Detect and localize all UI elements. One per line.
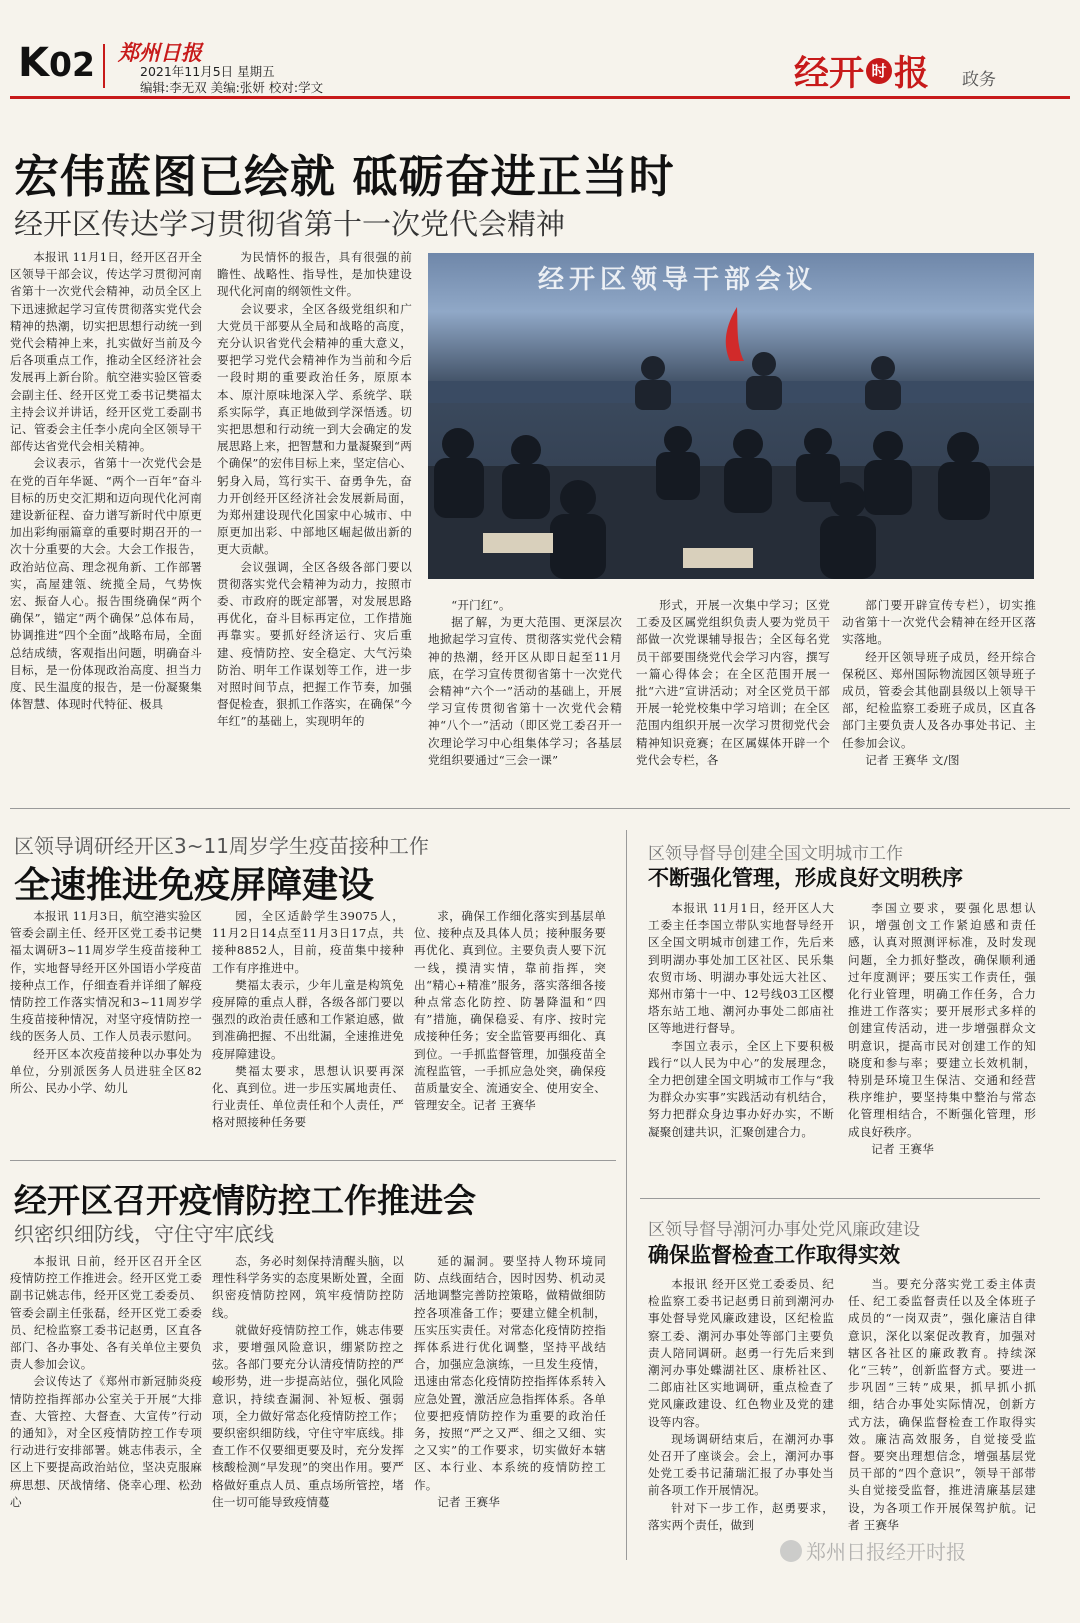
paragraph: 求，确保工作细化落实到基层单位、接种点及具体人员；接种服务要再优化、真到位。主要负责人要下沉一线，摸清实情，靠前指挥，突出“精心+精准”服务，落实落细各接种点常态化防控、防暑降温和“四有”措施，确保稳妥、有序、按时完成接种任务；安全监管要再细化、真到位。一手抓监督管理，加强疫苗全流程监管，一手抓应急处突，确保疫苗质量安全、流通安全、使用安全、管理安全。记者 王赛华 (414, 909, 606, 1113)
article5-col1 (648, 1276, 834, 1571)
column-rule (626, 830, 627, 1560)
paragraph: 本报讯 11月1日，经开区召开全区领导干部会议，传达学习贯彻河南省第十一次党代会精神，动员全区上下迅速掀起学习宣传贯彻落实党代会精神的热潮，切实把思想行动统一到党代会精神上来，扎实做好当前及今后各项重点工作，推动全区经济社会发展再上新台阶。航空港实验区管委会副主任、经开区党工委书记樊福太主持会议并讲话，经开区党工委副书记、管委会主任李小虎向全区领导干部传达省党代会相关精神。 (10, 250, 202, 454)
article3-headline: 不断强化管理，形成良好文明秩序 (648, 866, 963, 890)
article5-headline: 确保监督检查工作取得实效 (648, 1243, 900, 1267)
paragraph: “开门红”。 (451, 598, 511, 612)
article4-headline: 经开区召开疫情防控工作推进会 (14, 1181, 476, 1220)
meeting-photo-banner: 经开区领导干部会议 (538, 265, 818, 295)
paragraph: 现场调研结束后，在潮河办事处召开了座谈会。会上，潮河办事处党工委书记蒲瑞汇报了办事处当前各项工作开展情况。 (648, 1431, 834, 1498)
article3-col1 (648, 900, 834, 1180)
paragraph: 园，全区适龄学生39075人，11月2日14点至11月3日17点，共接种8852人，目前，疫苗集中接种工作有序推进中。 (212, 909, 404, 975)
paragraph: 形式，开展一次集中学习；区党工委及区属党组织负责人要为党员干部做一次党课辅导报告；全区每名党员干部要围绕党代会学习内容，撰写一篇心得体会；在全区范围开展一批“六进”宣讲活动；对全区党员干部开展一轮党校集中学习培训；在全区范围内组织开展一次学习贯彻党代会精神知识竞赛；在区属媒体开辟一个党代会专栏，各 (636, 598, 830, 767)
section-divider (10, 808, 1070, 809)
article3-kicker: 区领导督导创建全国文明城市工作 (648, 844, 903, 864)
section-tag: 政务 (962, 70, 996, 90)
paragraph: 为民情怀的报告，具有很强的前瞻性、战略性、指导性，是加快建设现代化河南的纲领性文件。 (217, 250, 412, 299)
article4-col2 (212, 1253, 404, 1571)
paragraph: 本报讯 经开区党工委委员、纪检监察工委书记赵勇日前到潮河办事处督导党风廉政建设，区纪检监察工委、潮河办事处等部门主要负责人陪同调研。赵勇一行先后来到潮河办事处蝶湖社区、康桥社区、二郎庙社区实地调研，重点检查了党风廉政建设、红色物业及党的建设等内容。 (648, 1277, 834, 1429)
article2-kicker: 区领导调研经开区3~11周岁学生疫苗接种工作 (14, 834, 429, 858)
paragraph: 针对下一步工作，赵勇要求，落实两个责任，做到 (648, 1500, 834, 1532)
paragraph: 本报讯 11月1日，经开区人大工委主任李国立带队实地督导经开区全国文明城市创建工作，先后来到明湖办事处加工区社区、民乐集农贸市场、明湖办事处远大社区、郑州市第十一中、12号线03工区樱塔东站工地、潮河办事处二郎庙社区等地进行督导。 (648, 901, 834, 1036)
page-code-number: 02 (49, 45, 95, 84)
article5-col2 (848, 1276, 1036, 1571)
paragraph: 樊福太要求，思想认识要再深化、真到位。进一步压实属地责任、行业责任、单位责任和个人责任，严格对照接种任务要 (212, 1063, 404, 1130)
article4-col1 (10, 1253, 202, 1571)
watermark-text: 郑州日报经开时报 (806, 1540, 966, 1564)
masthead (0, 0, 1080, 100)
article3-col2 (848, 900, 1036, 1180)
page-code-letter: K (18, 40, 49, 86)
article5-kicker: 区领导督导潮河办事处党风廉政建设 (648, 1220, 920, 1240)
editors-line: 编辑:李无双 美编:张妍 校对:学文 (140, 80, 324, 95)
paragraph: 本报讯 日前，经开区召开全区疫情防控工作推进会。经开区党工委副书记姚志伟，经开区党工委委员、管委会副主任张磊，经开区党工委委员、纪检监察工委书记赵勇，区直各部门、各办事处、各有关单位主要负责人参加会议。 (10, 1254, 202, 1372)
section-logo-badge: 时 (866, 58, 892, 84)
article2-col1 (10, 908, 202, 1142)
section-logo-text-b: 报 (894, 54, 930, 94)
page-code-divider (103, 44, 105, 88)
section-divider-lower (10, 1160, 616, 1161)
paragraph: 据了解，为更大范围、更深层次地掀起学习宣传、贯彻落实党代会精神的热潮，经开区从即日起至11月底，在学习宣传贯彻省第十一次党代会精神“六个一”活动的基础上，开展学习宣传贯彻省第十一次党代会精神“八个一”活动（即区党工委召开一次理论学习中心组集体学习；各基层党组织要通过“三会一课” (428, 615, 622, 767)
article2-headline: 全速推进免疫屏障建设 (14, 865, 375, 906)
section-logo-text-a: 经开 (794, 54, 865, 94)
article1-col1 (10, 249, 202, 790)
paragraph: 会议强调，全区各级各部门要以贯彻落实党代会精神为动力，按照市委、市政府的既定部署，对发展思路再优化，奋斗目标再定位，工作措施再靠实。要抓好经济运行、灾后重建、疫情防控、安全稳定、大气污染防治、明年工作谋划等工作，进一步对照时间节点，把握工作节奏，加强督促检查，狠抓工作落实，在确保“今年红”的基础上，实现明年的 (217, 559, 412, 729)
paragraph: 部门要开辟宣传专栏），切实推动省第十一次党代会精神在经开区落实落地。 (842, 598, 1036, 647)
paragraph: 会议传达了《郑州市新冠肺炎疫情防控指挥部办公室关于开展“大排查、大管控、大督查、大宣传”行动的通知》，对全区疫情防控工作专项行动进行安排部署。姚志伟表示，全区上下要提高政治站位，坚决克服麻痹思想、厌战情绪、侥幸心理、松劲心 (10, 1374, 202, 1509)
paragraph: 记者 王赛华 (437, 1494, 501, 1509)
paragraph: 态，务必时刻保持清醒头脑，以理性科学务实的态度果断处置，全面织密疫情防控网，筑牢疫情防控防线。 (212, 1254, 404, 1320)
meeting-audience (428, 348, 1034, 579)
section-divider-lower-right (640, 1198, 1040, 1199)
paragraph: 会议表示，省第十一次党代会是在党的百年华诞、“两个一百年”奋斗目标的历史交汇期和迈向现代化河南建设新征程、奋力谱写新时代中原更加出彩绚丽篇章的重要时期召开的一次十分重要的大会。大会工作报告，政治站位高、理念视角新、工作部署实，高屋建瓴、统揽全局，气势恢宏、振奋人心。报告围绕确保“两个确保”，锚定“两个确保”总体布局，协调推进“四个全面”战略布局，全面总结成绩，客观指出问题，明确奋斗目标，是一份体现政治高度、担当力度、民生温度的报告，是一份凝聚集体智慧、体现时代特征、极具 (10, 456, 202, 712)
article1-subheadline: 经开区传达学习贯彻省第十一次党代会精神 (14, 207, 566, 241)
watermark (780, 1536, 966, 1565)
page-code (18, 40, 95, 86)
article4-col3 (414, 1253, 606, 1571)
meeting-photo (428, 253, 1034, 579)
wechat-icon (780, 1540, 802, 1562)
article1-col4 (636, 597, 830, 790)
article1-col2 (217, 249, 412, 790)
paragraph: 李国立表示，全区上下要积极践行“以人民为中心”的发展理念，全力把创建全国文明城市工作与“我为群众办实事”实践活动有机结合，努力把群众身边事办好办实，不断凝聚创建共识，汇聚创建合力。 (648, 1038, 834, 1139)
newspaper-logo: 郑州日报 (118, 40, 202, 65)
paragraph: 会议要求，全区各级党组织和广大党员干部要从全局和战略的高度，充分认识省党代会精神的重大意义，要把学习党代会精神作为当前和今后一段时期的重要政治任务，原原本本、原汁原味地深入学、系统学、联系实际学，真正地做到学深悟透。切实把思想和行动统一到大会确定的发展思路上来，把智慧和力量凝聚到“两个确保”的宏伟目标上来，坚定信心、躬身入局，笃行实干、奋勇争先，奋力开创经开区经济社会发展新局面，为郑州建设现代化国家中心城市、中原更加出彩、中部地区崛起做出新的更大贡献。 (217, 301, 412, 557)
article2-col3 (414, 908, 606, 1142)
paragraph: 经开区领导班子成员，经开综合保税区、郑州国际物流园区领导班子成员，管委会其他副县级以上领导干部，纪检监察工委班子成员，区直各部门主要负责人及各办事处书记、主任参加会议。 (842, 649, 1036, 750)
article1-col3 (428, 597, 622, 790)
masthead-rule (10, 96, 1070, 99)
paragraph: 延的漏洞。要坚持人物环境同防、点线面结合，因时因势、机动灵活地调整完善防控策略，做精做细防控各项准备工作；要建立健全机制，压实压实责任。对常态化疫情防控指挥体系进行优化调整，坚持平战结合，加强应急演练，一旦发生疫情，迅速由常态化疫情防控指挥体系转入应急处置，激活应急指挥体系。各单位要把疫情防控作为重要的政治任务，按照“严之又严、细之又细、实之又实”的工作要求，切实做好本辖区、本行业、本系统的疫情防控工作。 (414, 1254, 606, 1492)
paragraph: 经开区本次疫苗接种以办事处为单位，分别派医务人员进驻全区82所公、民办小学、幼儿 (10, 1046, 202, 1096)
paragraph: 本报讯 11月3日，航空港实验区管委会副主任、经开区党工委书记樊福太调研3~11周岁学生疫苗接种工作，实地督导经开区外国语小学疫苗接种点工作，仔细查看并详细了解疫情防控工作落实情况和3~11周岁学生疫苗接种情况，对坚守疫情防控一线的医务人员、工作人员表示慰问。 (10, 909, 202, 1044)
article4-subheadline: 织密织细防线，守住守牢底线 (14, 1222, 274, 1246)
paragraph: 记者 王赛华 文/图 (865, 752, 960, 767)
paragraph: 李国立要求，要强化思想认识，增强创文工作紧迫感和责任感，认真对照测评标准，及时发现问题，全力抓好整改，确保顺利通过年度测评；要压实工作责任，强化行业管理，明确工作任务，合力推进工作落实；要开展形式多样的创建宣传活动，进一步增强群众文明意识，提高市民对创建工作的知晓度和参与率；要建立长效机制，特别是环境卫生保洁、交通和经营秩序维护，要坚持集中整治与常态化管理相结合，不断强化管理，形成良好秩序。 (848, 901, 1036, 1139)
paragraph: 记者 王赛华 (871, 1141, 935, 1156)
paragraph: 当。要充分落实党工委主体责任、纪工委监督责任以及全体班子成员的“一岗双责”，强化廉洁自律意识，深化以案促改教育，加强对辖区各社区的廉政教育。持续深化“三转”，创新监督方式。要进一步巩固“三转”成果，抓早抓小抓细，结合办事处实际情况，创新方式方法，确保监督检查工作取得实效。廉洁高效服务，自觉接受监督。要突出理想信念，增强基层党员干部的“四个意识”，领导干部带头自觉接受监督，推进清廉基层建设，为各项工作开展保驾护航。记者 王赛华 (848, 1277, 1036, 1532)
article2-col2 (212, 908, 404, 1142)
issue-date: 2021年11月5日 星期五 (140, 64, 275, 79)
paragraph: 就做好疫情防控工作，姚志伟要求，要增强风险意识，绷紧防控之弦。各部门要充分认清疫情防控的严峻形势，进一步提高站位，强化风险意识，持续查漏洞、补短板、强弱项，全力做好常态化疫情防控工作；要织密织细防线，守住守牢底线。排查工作不仅要细更要及时，充分发挥核酸检测“早发现”的突出作用。要严格做好重点人员、重点场所管控，堵住一切可能导致疫情蔓 (212, 1322, 404, 1509)
section-logo (794, 46, 929, 96)
paragraph: 樊福太表示，少年儿童是构筑免疫屏障的重点人群，各级各部门要以强烈的政治责任感和工作紧迫感，做到准确把握、不出纰漏，全速推进免疫屏障建设。 (212, 977, 404, 1061)
article1-headline: 宏伟蓝图已绘就 砥砺奋进正当时 (14, 150, 675, 203)
article1-col5 (842, 597, 1036, 790)
